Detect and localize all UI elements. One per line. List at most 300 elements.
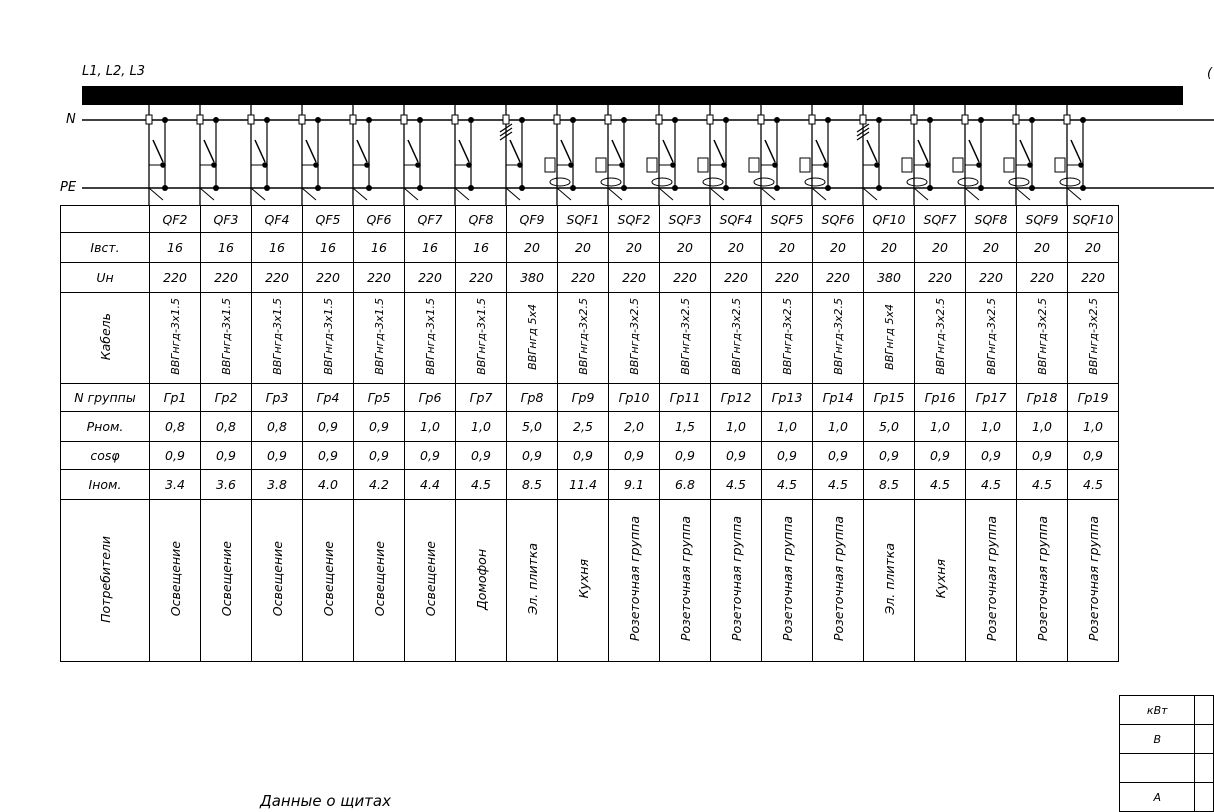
cell-pnom [966, 412, 1017, 442]
cell-text: ВВГнгд-3х1.5 [270, 298, 284, 375]
cell-consumer [864, 500, 915, 662]
stamp-value [1195, 696, 1214, 725]
cell-un [660, 263, 711, 293]
neutral-junction-dot [1029, 117, 1035, 123]
cell-inom [303, 470, 354, 500]
cell-ust [1017, 233, 1068, 263]
rcd-test-box [1004, 158, 1014, 172]
cell-text: 1,0 [471, 419, 491, 434]
cell-text: 20 [1034, 240, 1050, 255]
breaker-contact [816, 140, 826, 162]
rcd-sensor-ring [652, 178, 672, 186]
cell-group [252, 384, 303, 412]
cell-text: Гр8 [520, 390, 544, 405]
cell-text: Розеточная группа [830, 516, 846, 642]
fuse-symbol [962, 115, 968, 124]
cell-ust [405, 233, 456, 263]
cell-text: ВВГнгд-3х1.5 [423, 298, 437, 375]
cell-cable [354, 293, 405, 384]
cell-text: QF2 [162, 211, 188, 227]
cell-text: 4.4 [420, 477, 440, 492]
cell-text: ВВГнгд 5х4 [882, 303, 896, 370]
pe-link [506, 188, 520, 200]
cell-group [303, 384, 354, 412]
cell-text: Домофон [473, 548, 489, 610]
pe-tap-dot [570, 185, 576, 191]
cell-consumer [354, 500, 405, 662]
breaker-contact [255, 140, 265, 162]
breaker-contact [306, 140, 316, 162]
cell-device [609, 206, 660, 233]
row-label-ust [61, 233, 150, 263]
breaker-contact [510, 140, 520, 162]
cell-consumer [1017, 500, 1068, 662]
neutral-junction-dot [162, 117, 168, 123]
phase-bus-bar [82, 86, 1183, 105]
cell-group [609, 384, 660, 412]
breaker-contact [714, 140, 724, 162]
rcd-test-box [902, 158, 912, 172]
neutral-junction-dot [366, 117, 372, 123]
neutral-junction-dot [927, 117, 933, 123]
cell-text: SQF3 [668, 211, 702, 227]
cell-ust [711, 233, 762, 263]
cell-text: 5,0 [879, 419, 899, 434]
cell-ust [660, 233, 711, 263]
cell-text: 20 [677, 240, 693, 255]
cell-text: QF6 [366, 211, 392, 227]
cell-text: 0,9 [522, 448, 542, 463]
cell-consumer [201, 500, 252, 662]
row-label-text: Кабель [97, 312, 113, 361]
cell-text: 0,9 [879, 448, 899, 463]
cell-ust [150, 233, 201, 263]
cell-text: 0,9 [675, 448, 695, 463]
fuse-symbol [911, 115, 917, 124]
pe-tap-dot [621, 185, 627, 191]
cell-text: 0,9 [318, 419, 338, 434]
pe-tap-dot [213, 185, 219, 191]
cell-text: 4.0 [318, 477, 338, 492]
neutral-junction-dot [876, 117, 882, 123]
cell-un [711, 263, 762, 293]
cell-consumer [150, 500, 201, 662]
cell-text: 16 [218, 240, 234, 255]
cell-consumer [813, 500, 864, 662]
cell-cable [252, 293, 303, 384]
cell-cos [660, 442, 711, 470]
cell-cos [711, 442, 762, 470]
cell-text: 0,9 [981, 448, 1001, 463]
row-inom [61, 470, 1119, 500]
cell-text: 0,9 [216, 448, 236, 463]
cell-consumer [660, 500, 711, 662]
pe-tap-dot [825, 185, 831, 191]
cell-cable [303, 293, 354, 384]
neutral-bus-label: N [66, 112, 76, 127]
cell-ust [201, 233, 252, 263]
cell-text: SQF9 [1025, 211, 1059, 227]
cell-text: ВВГнгд-3х1.5 [372, 298, 386, 375]
pe-tap-dot [162, 185, 168, 191]
neutral-junction-dot [468, 117, 474, 123]
cell-ust [609, 233, 660, 263]
fuse-symbol [503, 115, 509, 124]
row-cos [61, 442, 1119, 470]
cell-inom [558, 470, 609, 500]
cell-cos [915, 442, 966, 470]
cell-text: 220 [1081, 270, 1105, 285]
pe-tap-dot [774, 185, 780, 191]
cell-text: 0,9 [471, 448, 491, 463]
bus-diagram [0, 0, 1214, 210]
cell-text: Розеточная группа [1034, 516, 1050, 642]
cell-text: Освещение [218, 541, 234, 617]
cell-text: 16 [167, 240, 183, 255]
fuse-symbol [146, 115, 152, 124]
cell-cable [813, 293, 864, 384]
cell-text: 0,9 [369, 419, 389, 434]
neutral-junction-dot [213, 117, 219, 123]
cell-text: SQF1 [566, 211, 600, 227]
row-label-text: N группы [74, 390, 136, 405]
cell-text: 1,0 [726, 419, 746, 434]
cell-consumer [252, 500, 303, 662]
cell-group [915, 384, 966, 412]
pe-tap-dot [315, 185, 321, 191]
breaker-contact [408, 140, 418, 162]
cell-text: 0,9 [624, 448, 644, 463]
cell-text: Гр6 [418, 390, 442, 405]
cell-text: SQF5 [770, 211, 804, 227]
stamp-row [1120, 725, 1214, 754]
pe-tap-dot [366, 185, 372, 191]
breaker-contact [1071, 140, 1081, 162]
cell-text: 0,9 [1083, 448, 1103, 463]
cell-un [456, 263, 507, 293]
breaker-contact [204, 140, 214, 162]
cell-inom [762, 470, 813, 500]
row-label-text: Потребители [97, 535, 113, 623]
row-label-cos [61, 442, 150, 470]
cell-group [762, 384, 813, 412]
rcd-sensor-ring [601, 178, 621, 186]
pe-link [1016, 188, 1030, 200]
rcd-sensor-ring [703, 178, 723, 186]
cell-text: 0,9 [420, 448, 440, 463]
row-label-cable [61, 293, 150, 384]
cell-consumer [405, 500, 456, 662]
breaker-contact [1020, 140, 1030, 162]
cell-inom [201, 470, 252, 500]
cell-text: 220 [928, 270, 952, 285]
pe-tap-dot [468, 185, 474, 191]
stamp-value [1195, 725, 1214, 754]
cell-inom [405, 470, 456, 500]
cell-un [558, 263, 609, 293]
cell-cos [252, 442, 303, 470]
cell-device [711, 206, 762, 233]
cell-text: 220 [571, 270, 595, 285]
cell-un [813, 263, 864, 293]
cell-text: 220 [418, 270, 442, 285]
pe-link [710, 188, 724, 200]
row-label-pnom [61, 412, 150, 442]
pe-link [812, 188, 826, 200]
cell-text: QF10 [872, 211, 906, 227]
cell-text: QF5 [315, 211, 341, 227]
cell-pnom [252, 412, 303, 442]
cell-device [762, 206, 813, 233]
pe-link [302, 188, 316, 200]
cell-text: 4.5 [828, 477, 848, 492]
cell-text: 20 [881, 240, 897, 255]
pe-link [1067, 188, 1081, 200]
cell-text: Освещение [422, 541, 438, 617]
cell-text: ВВГнгд-3х2.5 [780, 298, 794, 375]
cell-cable [558, 293, 609, 384]
cell-ust [966, 233, 1017, 263]
row-label-consumer [61, 500, 150, 662]
cell-text: 4.5 [471, 477, 491, 492]
cell-inom [354, 470, 405, 500]
cell-device [507, 206, 558, 233]
cell-pnom [354, 412, 405, 442]
cell-text: Освещение [269, 541, 285, 617]
cell-cos [864, 442, 915, 470]
cell-text: 0,9 [573, 448, 593, 463]
cell-ust [507, 233, 558, 263]
cell-text: Освещение [320, 541, 336, 617]
cell-device [1017, 206, 1068, 233]
pe-tap-dot [723, 185, 729, 191]
row-un [61, 263, 1119, 293]
fuse-symbol [554, 115, 560, 124]
cell-text: 6.8 [675, 477, 695, 492]
cell-text: ВВГнгд-3х1.5 [321, 298, 335, 375]
pe-tap-dot [927, 185, 933, 191]
stamp-value [1195, 783, 1214, 812]
cell-un [303, 263, 354, 293]
cell-group [1068, 384, 1119, 412]
cell-text: 20 [830, 240, 846, 255]
pe-tap-dot [417, 185, 423, 191]
stamp-unit: В [1120, 725, 1195, 754]
cell-text: ВВГнгд-3х2.5 [1035, 298, 1049, 375]
fuse-symbol [1064, 115, 1070, 124]
stamp-unit [1120, 754, 1195, 783]
cell-text: 8.5 [522, 477, 542, 492]
fuse-symbol [299, 115, 305, 124]
fuse-symbol [809, 115, 815, 124]
cell-text: ВВГнгд-3х2.5 [933, 298, 947, 375]
cell-cable [915, 293, 966, 384]
cell-device [252, 206, 303, 233]
cell-text: 16 [320, 240, 336, 255]
cell-text: 1,0 [828, 419, 848, 434]
breaker-contact [663, 140, 673, 162]
fuse-symbol [197, 115, 203, 124]
pe-link [404, 188, 418, 200]
cell-text: 220 [826, 270, 850, 285]
cell-text: ВВГнгд 5х4 [525, 303, 539, 370]
pe-bus-label: PE [60, 180, 77, 195]
cell-text: 220 [775, 270, 799, 285]
cell-inom [507, 470, 558, 500]
cell-group [864, 384, 915, 412]
pe-link [914, 188, 928, 200]
breaker-contact [969, 140, 979, 162]
cell-text: QF9 [519, 211, 545, 227]
cell-pnom [813, 412, 864, 442]
cell-group [150, 384, 201, 412]
row-device [61, 206, 1119, 233]
cell-text: 0,9 [165, 448, 185, 463]
stamp-unit: А [1120, 783, 1195, 812]
pe-tap-dot [1080, 185, 1086, 191]
cell-text: ВВГнгд-3х2.5 [678, 298, 692, 375]
cell-pnom [507, 412, 558, 442]
pe-tap-dot [1029, 185, 1035, 191]
pe-link [863, 188, 877, 200]
cell-text: Кухня [932, 559, 948, 599]
cell-text: Эл. плитка [524, 543, 540, 615]
cell-text: 0,8 [165, 419, 185, 434]
cell-cable [864, 293, 915, 384]
breaker-contact [153, 140, 163, 162]
cell-text: SQF8 [974, 211, 1008, 227]
cell-cos [558, 442, 609, 470]
cell-text: Розеточная группа [983, 516, 999, 642]
cell-un [201, 263, 252, 293]
fuse-symbol [248, 115, 254, 124]
breaker-contact [357, 140, 367, 162]
cell-consumer [1068, 500, 1119, 662]
cell-pnom [1017, 412, 1068, 442]
cell-text: 1,0 [1032, 419, 1052, 434]
cell-cable [1068, 293, 1119, 384]
cell-cos [966, 442, 1017, 470]
cell-group [201, 384, 252, 412]
cell-text: 0,8 [216, 419, 236, 434]
cell-ust [354, 233, 405, 263]
fuse-symbol [1013, 115, 1019, 124]
pe-link [608, 188, 622, 200]
cell-text: 220 [724, 270, 748, 285]
cell-text: Розеточная группа [1085, 516, 1101, 642]
cell-cable [150, 293, 201, 384]
cell-device [813, 206, 864, 233]
cell-ust [252, 233, 303, 263]
cell-text: Гр18 [1026, 390, 1058, 405]
pe-link [251, 188, 265, 200]
cell-text: Гр9 [571, 390, 595, 405]
bus-edge-label: ( [1207, 66, 1213, 81]
cell-text: ВВГнгд-3х1.5 [168, 298, 182, 375]
cell-text: Розеточная группа [626, 516, 642, 642]
cell-text: 220 [979, 270, 1003, 285]
cell-inom [1068, 470, 1119, 500]
cell-text: Розеточная группа [779, 516, 795, 642]
cell-text: 0,9 [1032, 448, 1052, 463]
stamp-table [1119, 695, 1214, 812]
cell-cable [660, 293, 711, 384]
cell-text: 20 [728, 240, 744, 255]
cell-un [1068, 263, 1119, 293]
cell-text: 220 [214, 270, 238, 285]
cell-text: 3.4 [165, 477, 185, 492]
cell-inom [915, 470, 966, 500]
cell-text: Розеточная группа [677, 516, 693, 642]
cell-un [864, 263, 915, 293]
row-cable [61, 293, 1119, 384]
pe-link [353, 188, 367, 200]
group-data-table [60, 205, 1119, 662]
cell-text: Гр19 [1077, 390, 1109, 405]
cell-consumer [303, 500, 354, 662]
cell-ust [813, 233, 864, 263]
cell-text: 220 [469, 270, 493, 285]
cell-text: 2,0 [624, 419, 644, 434]
cell-cos [813, 442, 864, 470]
cell-text: 20 [524, 240, 540, 255]
cell-cable [201, 293, 252, 384]
cell-inom [609, 470, 660, 500]
cell-text: Эл. плитка [881, 543, 897, 615]
cell-un [150, 263, 201, 293]
cell-text: Гр15 [873, 390, 905, 405]
pe-tap-dot [978, 185, 984, 191]
cell-text: SQF4 [719, 211, 753, 227]
cell-consumer [456, 500, 507, 662]
cell-text: 16 [371, 240, 387, 255]
neutral-junction-dot [264, 117, 270, 123]
cell-text: 4.5 [726, 477, 746, 492]
panel-data-caption: Данные о щитах [260, 792, 391, 810]
cell-group [507, 384, 558, 412]
rcd-sensor-ring [754, 178, 774, 186]
cell-ust [456, 233, 507, 263]
cell-text: Гр1 [163, 390, 187, 405]
cell-text: QF3 [213, 211, 239, 227]
cell-text: 0,8 [267, 419, 287, 434]
cell-group [456, 384, 507, 412]
cell-device [915, 206, 966, 233]
rcd-sensor-ring [805, 178, 825, 186]
cell-text: 9.1 [624, 477, 644, 492]
cell-text: Гр13 [771, 390, 803, 405]
cell-cable [609, 293, 660, 384]
row-label-text: Iвст. [90, 240, 120, 255]
cell-un [762, 263, 813, 293]
cell-text: 220 [367, 270, 391, 285]
rcd-test-box [749, 158, 759, 172]
cell-pnom [558, 412, 609, 442]
cell-text: 4.5 [777, 477, 797, 492]
row-label-un [61, 263, 150, 293]
cell-text: 1,0 [420, 419, 440, 434]
cell-consumer [609, 500, 660, 662]
rcd-sensor-ring [907, 178, 927, 186]
cell-text: 16 [269, 240, 285, 255]
cell-text: 220 [316, 270, 340, 285]
cell-text: QF4 [264, 211, 290, 227]
pe-link [557, 188, 571, 200]
cell-cable [456, 293, 507, 384]
row-label-text: Iном. [88, 477, 122, 492]
rcd-test-box [545, 158, 555, 172]
cell-text: SQF10 [1072, 211, 1114, 227]
